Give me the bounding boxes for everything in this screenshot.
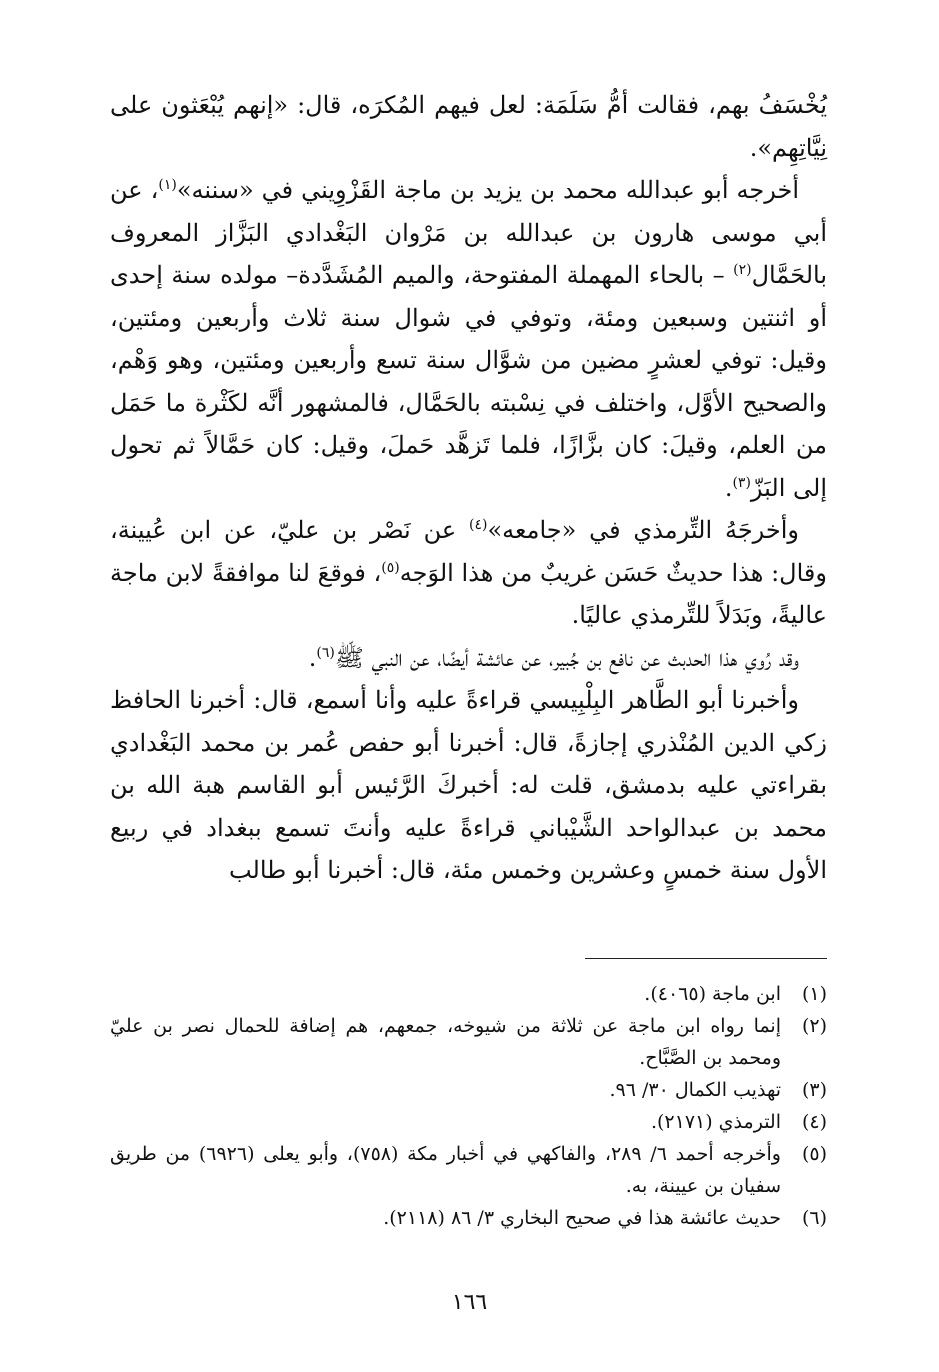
footnote-text: إنما رواه ابن ماجة عن ثلاثة من شيوخه، جمعهم، هم إضافة للحمال نصر بن عليّ ومحمد بن الصَّبَّاح.	[110, 1015, 781, 1069]
footnote-text: وأخرجه أحمد ٦/ ٢٨٩، والفاكهي في أخبار مكة (٧٥٨)، وأبو يعلى (٦٩٢٦) من طريق سفيان بن عيينة، به.	[110, 1143, 781, 1197]
footnote-ref[interactable]: (٥)	[381, 559, 400, 576]
footnotes	[110, 978, 827, 1234]
footnote	[110, 1106, 827, 1138]
footnote-ref[interactable]: (٣)	[732, 474, 751, 491]
paragraph: أخرجه أبو عبدالله محمد بن يزيد بن ماجة القَزْوِيني في «سننه»$^{(١)}$، عن أبي موسى هارون بن عبدالله بن مَرْوان البَغْدادي البَزَّاز المعروف بالحَمَّال$^{(٢)}$ – بالحاء المهملة المفتوحة، والميم المُشَدَّدة– مولده سنة إحدى أو اثنتين وسبعين ومئة، وتوفي في شوال سنة ثلاث وأربعين ومئتين، وقيل: توفي لعشرٍ مضين من شوَّال سنة تسع وأربعين ومئتين، وهو وَهْم، والصحيح الأوَّل، واختلف في نِسْبته بالحَمَّال، فالمشهور أنَّه لكَثْرة ما حَمَل من العلم، وقيلَ: كان بزَّازًا، فلما تَزهَّد حَملَ، وقيل: كان حَمَّالاً ثم تحول إلى البَزّ$^{(٣)}$.	[110, 176, 827, 502]
paragraph: وقد رُوي هذا الحدبث عن نافع بن جُبير، عن عائشة أيضًا، عن النبي ﷺ$^{(٦)}$.	[308, 643, 799, 672]
paragraph: يُخْسَفُ بهم، فقالت أمُّ سَلَمَة: لعل فيهم المُكرَه، قال: «إنهم يُبْعَثون على نِيَّاتِهِم».	[110, 91, 827, 162]
footnote-ref[interactable]: (٤)	[469, 517, 488, 533]
footnote-ref[interactable]: (٢)	[733, 262, 752, 278]
paragraph: وأخبرنا أبو الطَّاهر البِلْبِيسي قراءةً عليه وأنا أسمع، قال: أخبرنا الحافظ زكي الدين المُنْذري إجازةً، قال: أخبرنا أبو حفص عُمر بن محمد البَغْدادي بقراءتي عليه بدمشق، قلت له: أخبركَ الرَّئيس أبو القاسم هبة الله بن محمد بن عبدالواحد الشَّيْباني قراءةً عليه وأنتَ تسمع ببغداد في ربيع الأول سنة خمسٍ وعشرين وخمس مئة، قال: أخبرنا أبو طالب	[110, 686, 827, 884]
footnote-number: (٥)	[801, 1143, 827, 1165]
footnote	[110, 978, 827, 1010]
footnote	[110, 1074, 827, 1106]
footnote-text: حديث عائشة هذا في صحيح البخاري ٣/ ٨٦ (٢١١٨).	[383, 1207, 781, 1229]
footnote-text: الترمذي (٢١٧١).	[650, 1111, 781, 1133]
footnote-number: (٢)	[801, 1015, 827, 1037]
footnote-number: (١)	[801, 983, 827, 1005]
footnote	[110, 1138, 827, 1202]
footnote-number: (٤)	[801, 1111, 827, 1133]
footnote-number: (٣)	[801, 1079, 827, 1101]
footnote	[110, 1010, 827, 1074]
footnote-separator	[585, 958, 827, 959]
footnote-text: تهذيب الكمال ٣٠/ ٩٦.	[609, 1079, 781, 1101]
paragraph: وأخرجَهُ التِّرمذي في «جامعه»$^{(٤)}$ عن نَصْر بن عليّ، عن ابن عُيينة، وقال: هذا حديثٌ حَسَن غريبٌ من هذا الوَجه$^{(٥)}$، فوقعَ لنا موافقةً لابن ماجة عاليةً، وبَدَلاً للتِّرمذي عاليًا.	[110, 516, 827, 629]
footnote-text: ابن ماجة (٤٠٦٥).	[644, 983, 781, 1005]
footnote-number: (٦)	[801, 1207, 827, 1229]
footnote-ref[interactable]: (٦)	[316, 644, 335, 661]
page-number: ١٦٦	[451, 1290, 488, 1315]
footnote-ref[interactable]: (١)	[158, 177, 177, 193]
main-text	[110, 84, 827, 892]
footnote	[110, 1202, 827, 1234]
